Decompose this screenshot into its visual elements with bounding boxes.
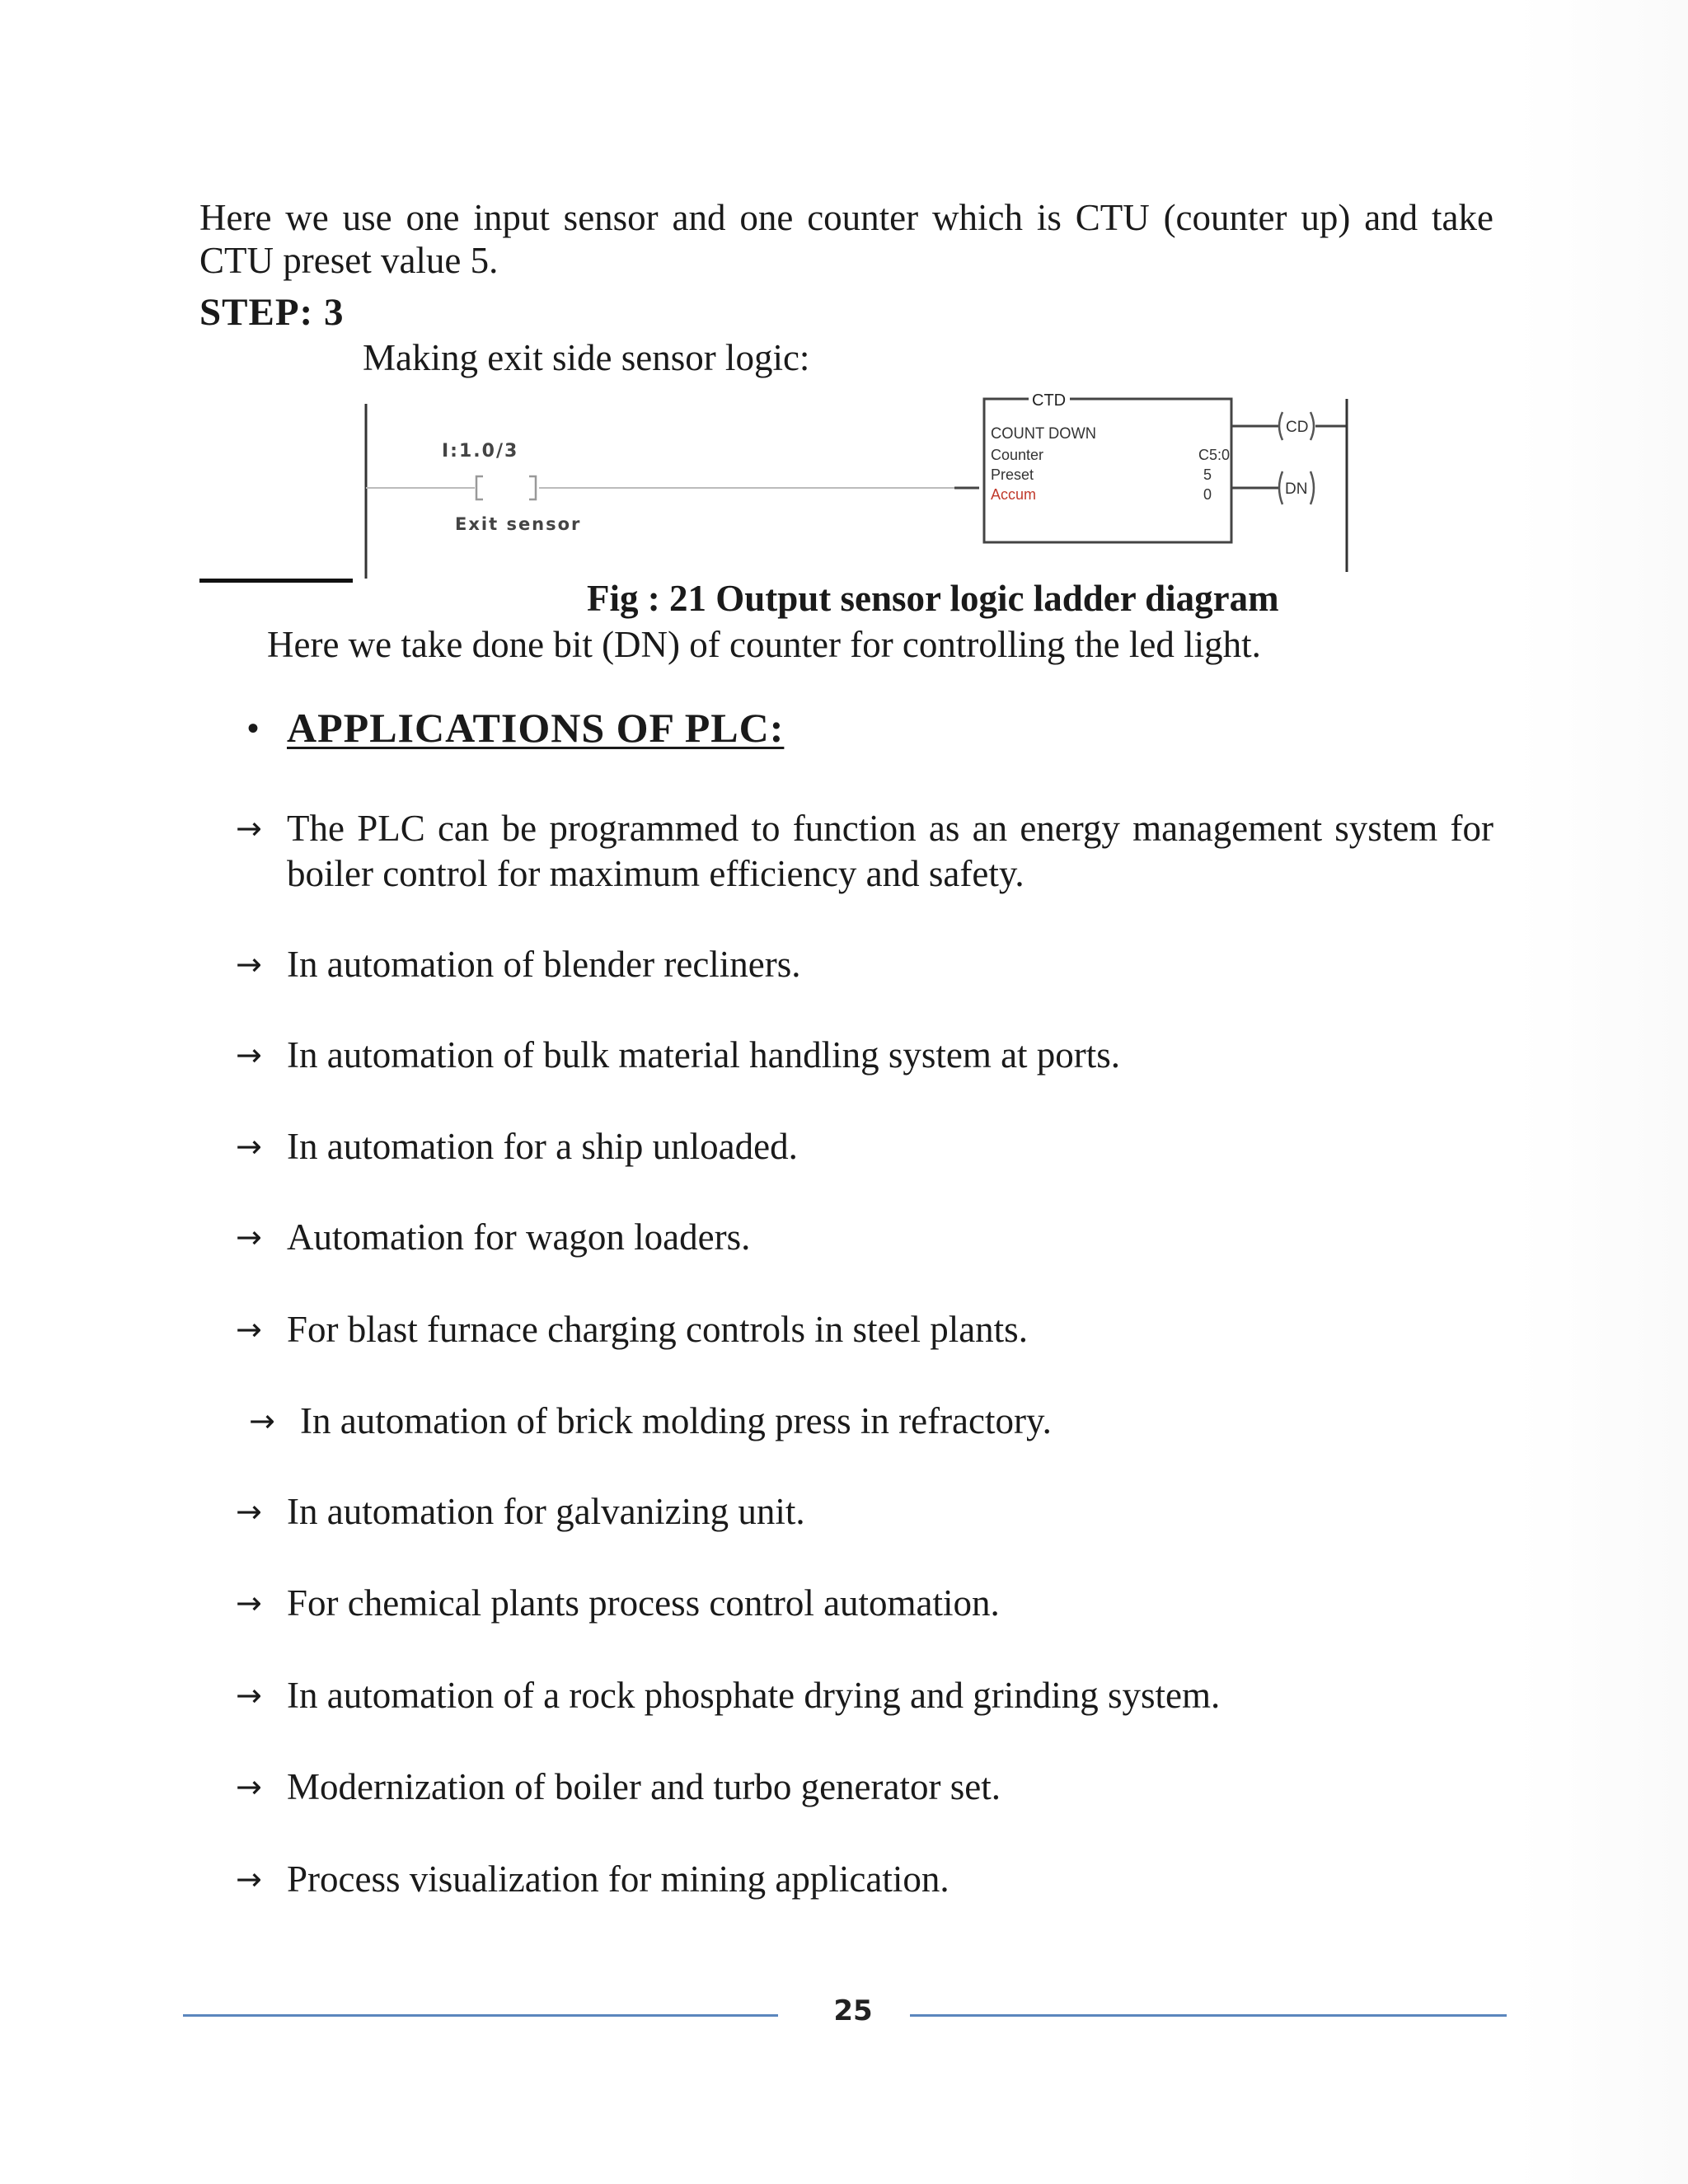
bullet-icon: • [247,709,260,747]
list-item-text: In automation of bulk material handling system at ports. [287,1034,1121,1076]
list-item [236,1215,1493,1260]
arrow-icon: → [236,1128,262,1165]
arrow-icon: → [236,810,262,846]
ctd-preset-label: Preset [991,466,1034,483]
list-item-text: In automation of blender recliners. [287,944,801,985]
arrow-icon: → [236,1219,262,1255]
ctd-block-title: CTD [1032,391,1067,410]
arrow-icon: → [236,946,262,982]
list-item-text: In automation of a rock phosphate drying and grinding system. [287,1675,1221,1716]
dn-coil-label: DN [1285,480,1308,498]
list-item [236,1033,1493,1078]
ctd-block-name: COUNT DOWN [991,425,1096,443]
arrow-icon: → [236,1677,262,1713]
ctd-counter-label: Counter [991,447,1044,463]
step-description: Making exit side sensor logic: [363,337,810,378]
arrow-icon: → [249,1403,275,1439]
list-item-text: For chemical plants process control automation. [287,1582,1000,1624]
arrow-icon: → [236,1861,262,1897]
ctd-preset-value: 5 [1203,466,1212,483]
list-item [236,806,1493,897]
dn-note-paragraph: Here we take done bit (DN) of counter for controlling the led light. [267,624,1261,665]
arrow-icon: → [236,1493,262,1530]
step-heading: STEP: 3 [199,291,345,334]
footer-line-left [183,2014,778,2017]
list-item [236,1581,1493,1626]
arrow-icon: → [236,1311,262,1347]
arrow-icon: → [236,1037,262,1073]
page-number: 25 [833,1994,873,2027]
list-item-text: In automation for galvanizing unit. [287,1491,805,1532]
list-item [236,1857,1493,1902]
arrow-icon: → [236,1585,262,1621]
list-item [236,1673,1493,1718]
contact-address: I:1.0/3 [442,441,519,462]
arrow-icon: → [236,1769,262,1805]
list-item [249,1399,1507,1444]
list-item [236,1124,1493,1169]
ctd-counter-value: C5:0 [1198,447,1231,463]
cd-coil-label: CD [1286,419,1309,436]
contact-label: Exit sensor [455,514,582,534]
applications-heading-text: APPLICATIONS OF PLC: [287,705,785,751]
list-item-text: In automation of brick molding press in refractory. [300,1400,1052,1441]
list-item-text: Automation for wagon loaders. [287,1216,751,1258]
list-item-text: In automation for a ship unloaded. [287,1126,798,1167]
ctd-accum-value: 0 [1203,486,1212,503]
list-item-text: Modernization of boiler and turbo generator set. [287,1766,1001,1807]
ctd-accum-label: Accum [991,486,1037,503]
list-item [236,942,1493,987]
list-item [236,1489,1493,1535]
list-item-text: The PLC can be programmed to function as an energy management system for boiler control for maximum efficiency and safety. [287,808,1493,894]
intro-paragraph: Here we use one input sensor and one counter which is CTU (counter up) and take CTU preset value 5. [199,197,1493,281]
figure-caption: Fig : 21 Output sensor logic ladder diagram [587,578,1279,619]
list-item-text: For blast furnace charging controls in steel plants. [287,1309,1028,1350]
footer-line-right [910,2014,1507,2017]
list-item-text: Process visualization for mining application. [287,1858,950,1900]
list-item [236,1307,1493,1352]
list-item [236,1765,1493,1810]
